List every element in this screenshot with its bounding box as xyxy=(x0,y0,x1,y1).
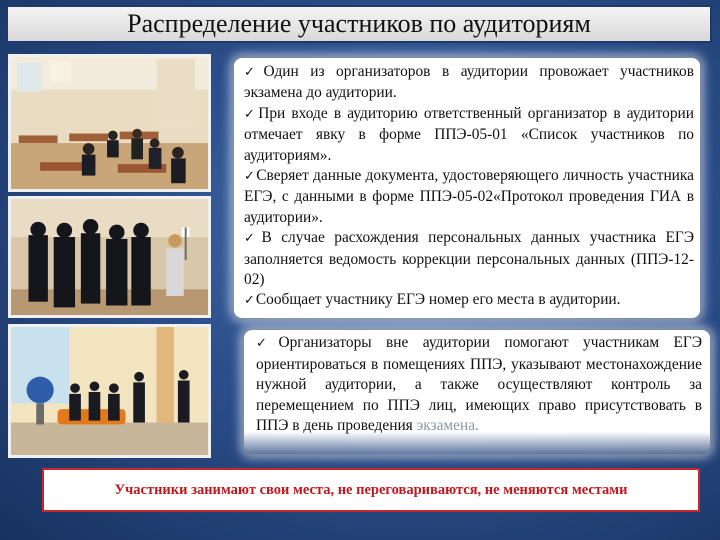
participants-rule-note xyxy=(42,468,700,512)
list-item xyxy=(256,333,702,437)
organizer-duties-box xyxy=(234,58,700,318)
list-item-text: Сверяет данные документа, удостоверяющего личность участника ЕГЭ, с данными в форме ППЭ-05-02«Протокол проведения ГИА в аудитории». xyxy=(244,167,694,226)
list-item-text: При входе в аудиторию ответственный организатор в аудитории отмечает явку в форме ППЭ-05-01 «Список участников по аудиториям». xyxy=(244,104,694,164)
list-item xyxy=(244,228,694,290)
list-item-text: Сообщает участнику ЕГЭ номер его места в аудитории. xyxy=(255,291,621,309)
checkmark-icon: ✓ xyxy=(256,336,278,351)
checkmark-icon: ✓ xyxy=(244,231,261,247)
checkmark-icon: ✓ xyxy=(244,106,258,122)
corridor-group-photo xyxy=(8,196,211,318)
checkmark-icon: ✓ xyxy=(244,65,263,80)
checkmark-icon: ✓ xyxy=(244,169,256,185)
list-item xyxy=(244,166,694,228)
classroom-photo xyxy=(8,54,211,192)
list-item-text: В случае расхождения персональных данных участника ЕГЭ заполняется ведомость коррекции персональных данных (ППЭ-12-02) xyxy=(244,229,694,289)
list-item-text: Один из организаторов в аудитории провожает участников экзамена до аудитории. xyxy=(244,63,694,102)
title-bar xyxy=(6,5,712,43)
page-title: Распределение участников по аудиториям xyxy=(127,9,591,38)
list-item xyxy=(244,62,694,104)
list-item-tail: экзамена. xyxy=(416,417,479,434)
participants-rule-text: Участники занимают свои места, не переговариваются, не меняются местами xyxy=(114,481,628,498)
outside-organizers-box xyxy=(244,330,710,454)
lobby-photo xyxy=(8,324,211,458)
checkmark-icon: ✓ xyxy=(244,293,255,309)
list-item xyxy=(244,290,694,311)
list-item xyxy=(244,104,694,166)
list-item-text: Организаторы вне аудитории помогают участникам ЕГЭ ориентироваться в помещениях ППЭ, указывают местонахождение нужной аудитории, а также осуществляют контроль за перемещением по ППЭ лиц, имеющих право присутствовать в ППЭ в день проведения xyxy=(256,334,702,434)
